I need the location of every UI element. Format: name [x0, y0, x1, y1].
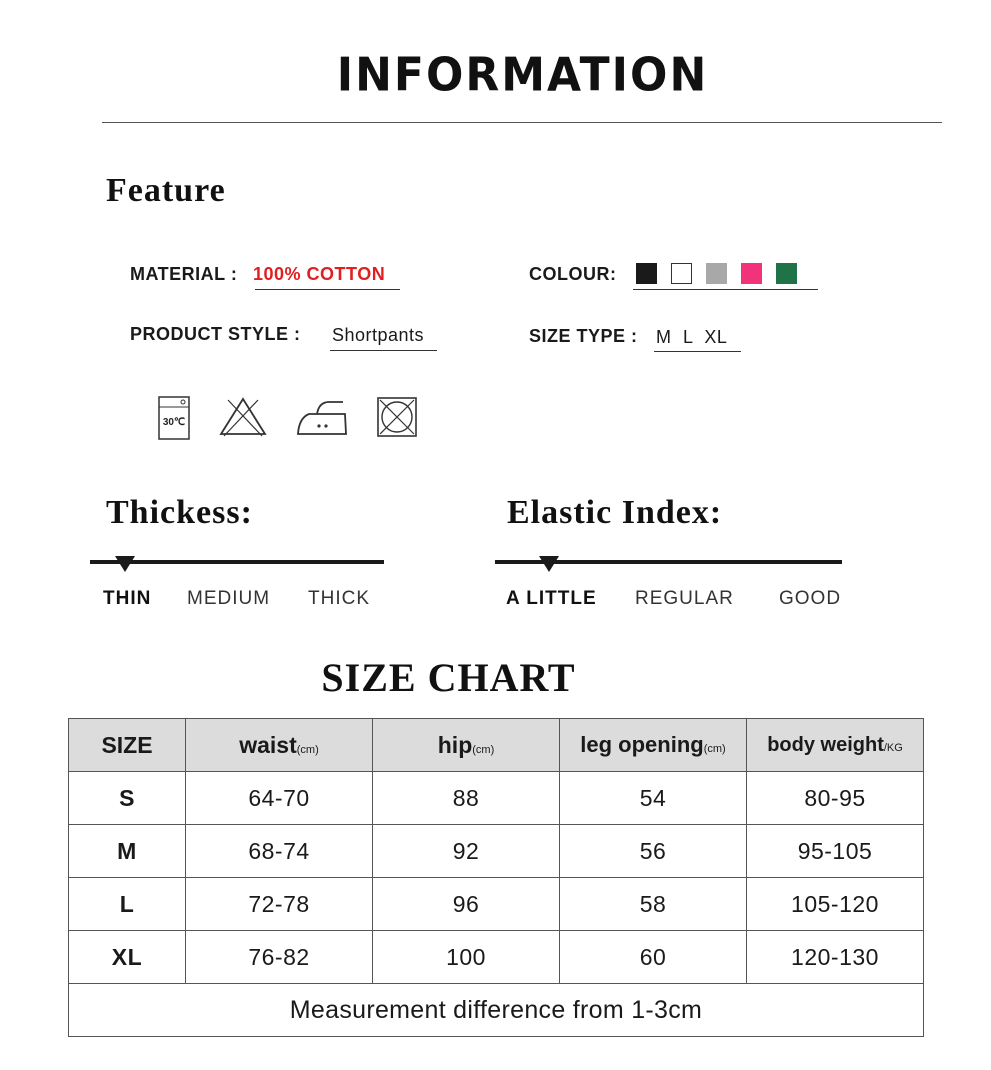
- measurement-note: Measurement difference from 1-3cm: [69, 984, 924, 1037]
- hip-cell: 88: [373, 772, 560, 825]
- hip-cell: 96: [373, 878, 560, 931]
- no-bleach-icon: [218, 396, 268, 438]
- header-waist: waist(cm): [186, 719, 373, 772]
- thickness-option-thick: THICK: [308, 588, 370, 609]
- header-hip: hip(cm): [373, 719, 560, 772]
- thickness-pointer-icon: [115, 556, 135, 572]
- colour-swatch-green[interactable]: [776, 263, 797, 284]
- size-cell: S: [69, 772, 186, 825]
- size-type-value: M L XL: [656, 327, 728, 347]
- colour-swatch-grey[interactable]: [706, 263, 727, 284]
- waist-cell: 76-82: [186, 931, 373, 984]
- hip-cell: 100: [373, 931, 560, 984]
- thickness-heading: Thickess:: [106, 494, 253, 531]
- size-type-label: SIZE TYPE :: [529, 326, 638, 346]
- leg-opening-cell: 54: [560, 772, 747, 825]
- product-style-value: Shortpants: [332, 325, 425, 345]
- table-row: [69, 772, 924, 825]
- waist-cell: 72-78: [186, 878, 373, 931]
- material-value: 100% COTTON: [253, 264, 386, 284]
- feature-heading: Feature: [106, 172, 226, 209]
- body-weight-cell: 120-130: [747, 931, 924, 984]
- elastic-index-heading: Elastic Index:: [507, 494, 723, 531]
- title-divider: [102, 122, 942, 123]
- wash-30-icon: [158, 396, 190, 440]
- product-style-underline: [330, 350, 437, 351]
- wash-temp-label: 30℃: [162, 417, 186, 428]
- header-size: SIZE: [69, 719, 186, 772]
- material-label: MATERIAL :: [130, 264, 238, 284]
- header-leg-opening: leg opening(cm): [560, 719, 747, 772]
- thickness-option-medium: MEDIUM: [187, 588, 271, 609]
- header-body-weight: body weight/KG: [747, 719, 924, 772]
- thickness-option-thin: THIN: [103, 588, 152, 609]
- waist-cell: 64-70: [186, 772, 373, 825]
- size-cell: M: [69, 825, 186, 878]
- leg-opening-cell: 56: [560, 825, 747, 878]
- leg-opening-cell: 58: [560, 878, 747, 931]
- body-weight-cell: 80-95: [747, 772, 924, 825]
- size-chart-header-row: [69, 719, 924, 772]
- no-tumble-dry-icon: [376, 396, 418, 438]
- colour-swatch-black[interactable]: [636, 263, 657, 284]
- colour-swatch-pink[interactable]: [741, 263, 762, 284]
- iron-low-heat-icon: [295, 396, 349, 440]
- leg-opening-cell: 60: [560, 931, 747, 984]
- table-row: [69, 825, 924, 878]
- product-style-label: PRODUCT STYLE :: [130, 324, 301, 344]
- body-weight-cell: 105-120: [747, 878, 924, 931]
- waist-cell: 68-74: [186, 825, 373, 878]
- size-chart-heading: SIZE CHART: [321, 655, 576, 700]
- table-row: [69, 931, 924, 984]
- table-row: [69, 878, 924, 931]
- elastic-option-a-little: A LITTLE: [506, 588, 597, 609]
- elastic-option-good: GOOD: [779, 588, 842, 609]
- colour-swatches: [636, 263, 797, 284]
- elastic-pointer-icon: [539, 556, 559, 572]
- page-title: INFORMATION: [336, 48, 709, 103]
- size-chart-note-row: [69, 984, 924, 1037]
- colour-swatch-white[interactable]: [671, 263, 692, 284]
- body-weight-cell: 95-105: [747, 825, 924, 878]
- colour-underline: [633, 289, 818, 290]
- elastic-option-regular: REGULAR: [635, 588, 734, 609]
- colour-label: COLOUR:: [529, 264, 617, 284]
- size-cell: XL: [69, 931, 186, 984]
- size-type-underline: [654, 351, 741, 352]
- hip-cell: 92: [373, 825, 560, 878]
- size-chart-table: [68, 718, 924, 1037]
- material-underline: [255, 289, 400, 290]
- size-cell: L: [69, 878, 186, 931]
